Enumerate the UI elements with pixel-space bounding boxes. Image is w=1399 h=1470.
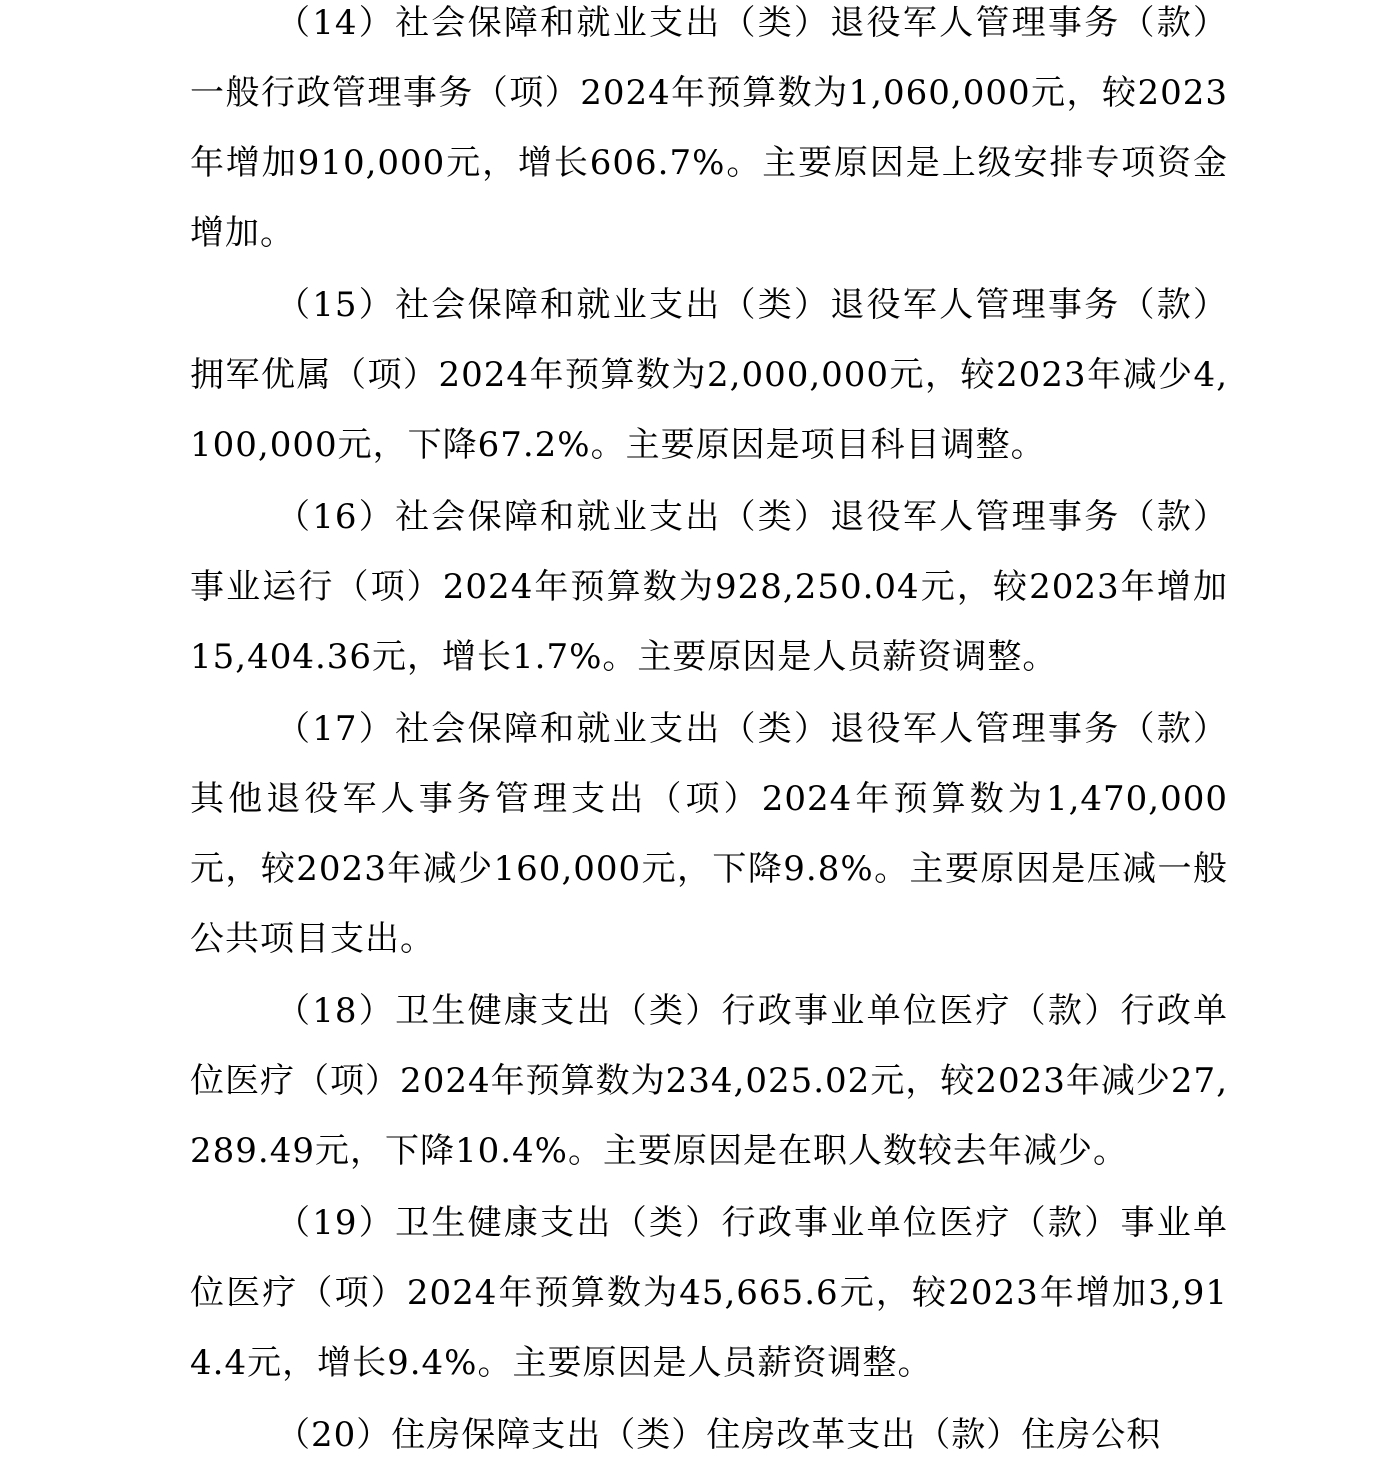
paragraph-text: 社会保障和就业支出（类）退役军人管理事务（款）其他退役军人事务管理支出（项）2024年预算数为1,470,000元，较2023年减少160,000元，下降9.8%。主要原因是压减一般公共项目支出。 [190, 709, 1229, 959]
paragraph-text: 社会保障和就业支出（类）退役军人管理事务（款）拥军优属（项）2024年预算数为2,000,000元，较2023年减少4,100,000元，下降67.2%。主要原因是项目科目调整。 [190, 285, 1229, 465]
paragraph-number: （14） [276, 3, 396, 43]
paragraph-text: 社会保障和就业支出（类）退役军人管理事务（款）事业运行（项）2024年预算数为928,250.04元，较2023年增加15,404.36元，增长1.7%。主要原因是人员薪资调整。 [190, 497, 1229, 677]
paragraph-14 [190, 0, 1228, 268]
paragraph-16 [190, 482, 1228, 692]
paragraph-number: （20） [276, 1415, 392, 1455]
paragraph-number: （18） [276, 991, 396, 1031]
paragraph-text: 卫生健康支出（类）行政事业单位医疗（款）事业单位医疗（项）2024年预算数为45,665.6元，较2023年增加3,914.4元，增长9.4%。主要原因是人员薪资调整。 [190, 1203, 1229, 1383]
paragraph-number: （16） [276, 497, 396, 537]
paragraph-17 [190, 694, 1228, 974]
paragraph-19 [190, 1188, 1228, 1398]
paragraph-18 [190, 976, 1228, 1186]
paragraph-20 [190, 1400, 1228, 1470]
paragraph-number: （15） [276, 285, 396, 325]
paragraph-number: （19） [276, 1203, 396, 1243]
paragraph-text: 社会保障和就业支出（类）退役军人管理事务（款）一般行政管理事务（项）2024年预算数为1,060,000元，较2023年增加910,000元，增长606.7%。主要原因是上级安排专项资金增加。 [190, 3, 1229, 253]
paragraph-text: 卫生健康支出（类）行政事业单位医疗（款）行政单位医疗（项）2024年预算数为234,025.02元，较2023年减少27,289.49元，下降10.4%。主要原因是在职人数较去年减少。 [190, 991, 1229, 1171]
paragraph-15 [190, 270, 1228, 480]
paragraph-text: 住房保障支出（类）住房改革支出（款）住房公积 [391, 1415, 1162, 1455]
paragraph-number: （17） [276, 709, 396, 749]
